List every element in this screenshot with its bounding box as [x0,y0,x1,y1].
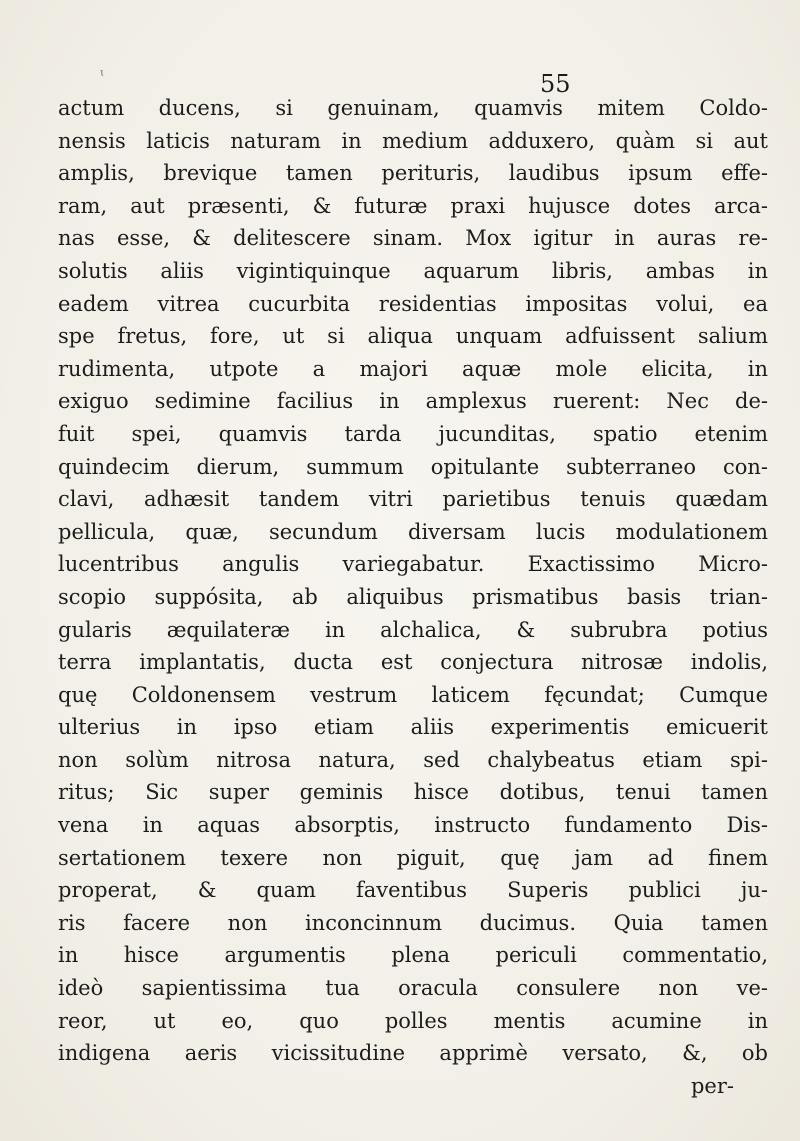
text-line: amplis, brevique tamen perituris, laudibus ipsum effe- [58,161,768,186]
text-line: actum ducens, si genuinam, quamvis mitem Coldo- [58,96,768,120]
text-line: lucentribus angulis variegabatur. Exactissimo Micro- [58,552,768,577]
text-line: reor, ut eo, quo polles mentis acumine in [58,1008,768,1033]
text-line: nensis laticis naturam in medium adduxero, quàm si aut [58,128,768,153]
text-line: ritus; Sic super geminis hisce dotibus, tenui tamen [58,780,768,805]
text-line: ulterius in ipso etiam aliis experimentis emicuerit [58,715,768,740]
text-line: properat, & quam faventibus Superis publici ju- [58,878,768,903]
text-line: fuit spei, quamvis tarda jucunditas, spatio etenim [58,421,768,446]
text-line: quindecim dierum, summum opitulante subterraneo con- [58,454,768,479]
text-line: eadem vitrea cucurbita residentias impositas volui, ea [58,291,768,316]
text-line: quę Coldonensem vestrum laticem fęcundat; Cumque [58,682,768,707]
text-line: indigena aeris vicissitudine apprimè versato, &, ob [58,1041,768,1066]
text-line: pellicula, quæ, secundum diversam lucis modulationem [58,519,768,544]
text-line: ideò sapientissima tua oracula consulere non ve- [58,976,768,1001]
text-line: spe fretus, fore, ut si aliqua unquam adfuissent salium [58,324,768,349]
text-line: in hisce argumentis plena periculi commentatio, [58,943,768,968]
text-line: gularis æquilateræ in alchalica, & subrubra potius [58,617,768,642]
text-line: rudimenta, utpote a majori aquæ mole elicita, in [58,356,768,381]
text-line: clavi, adhæsit tandem vitri parietibus tenuis quædam [58,487,768,512]
text-line: sertationem texere non piguit, quę jam ad finem [58,845,768,870]
text-line: ram, aut præsenti, & futuræ praxi hujusce dotes arca- [58,193,768,218]
text-line: non solùm nitrosa natura, sed chalybeatus etiam spi- [58,747,768,772]
page-number: 55 [540,70,571,98]
text-line: terra implantatis, ducta est conjectura nitrosæ indolis, [58,650,768,675]
text-line: solutis aliis vigintiquinque aquarum libris, ambas in [58,258,768,283]
text-line: exiguo sedimine facilius in amplexus ruerent: Nec de- [58,389,768,414]
text-line: per- [690,1073,734,1098]
margin-mark: ɩ [100,66,105,79]
body-text [58,92,768,1102]
text-line: scopio suppósita, ab aliquibus prismatibus basis trian- [58,584,768,609]
text-line: ris facere non inconcinnum ducimus. Quia tamen [58,910,768,935]
text-line: vena in aquas absorptis, instructo fundamento Dis- [58,813,768,838]
text-line: nas esse, & delitescere sinam. Mox igitur in auras re- [58,226,768,251]
